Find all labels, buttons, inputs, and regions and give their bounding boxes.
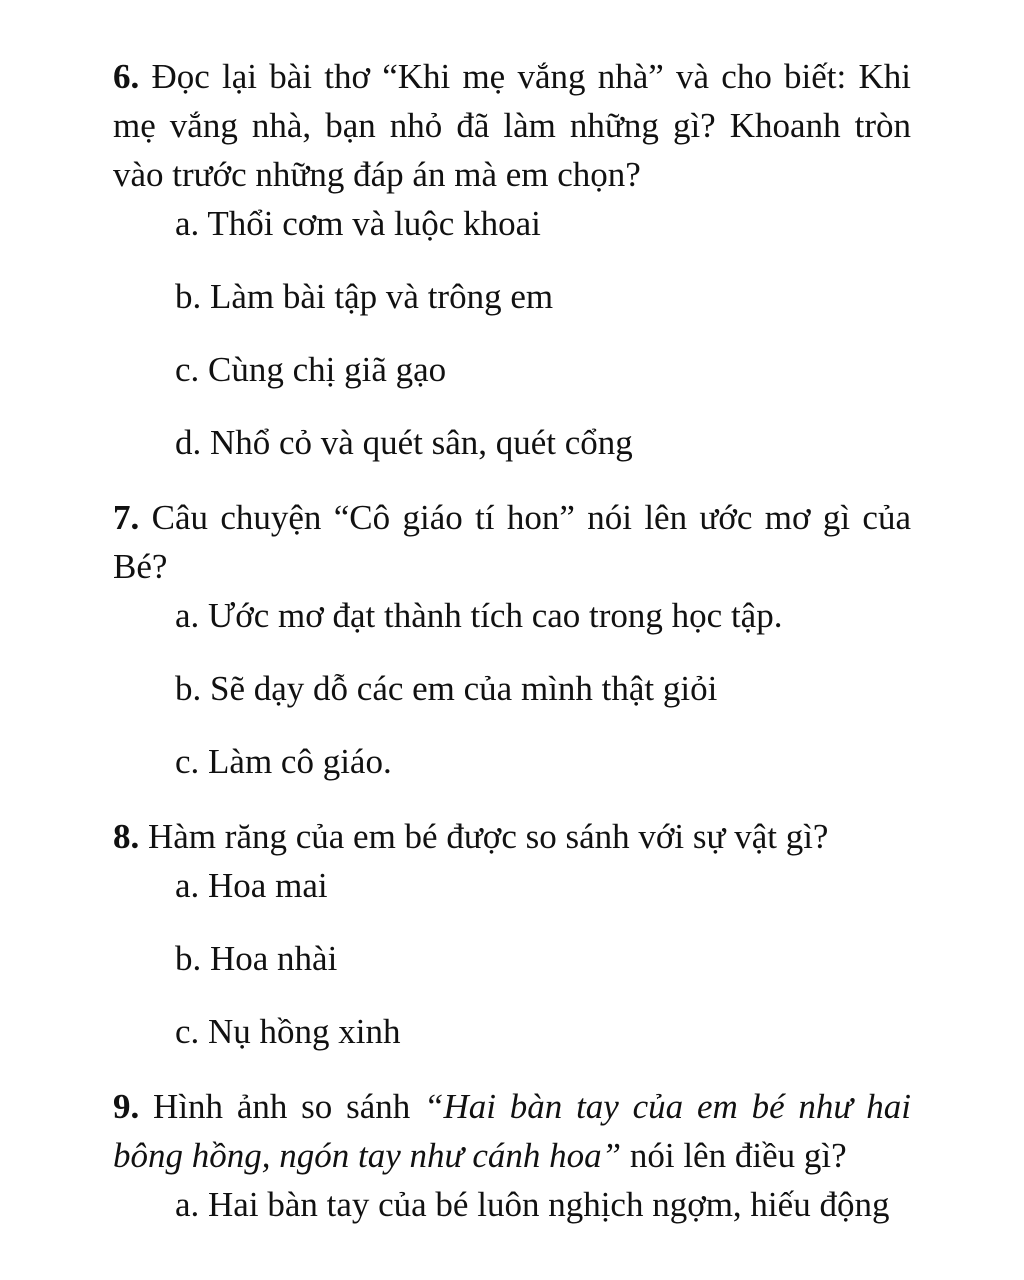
question-8-options (113, 861, 911, 1056)
question-6-options (113, 199, 911, 467)
question-7-stem (113, 493, 911, 591)
worksheet-page (113, 52, 911, 1239)
question-8 (113, 812, 911, 1056)
question-6-option-d: d. Nhổ cỏ và quét sân, quét cổng (175, 423, 633, 462)
question-9-option-a: a. Hai bàn tay của bé luôn nghịch ngợm, hiếu động (175, 1185, 890, 1224)
question-9-quote: “Hai bàn tay của em bé như hai bông hồng, ngón tay như cánh hoa” (113, 1087, 911, 1175)
question-6 (113, 52, 911, 467)
question-6-option-c: c. Cùng chị giã gạo (175, 350, 447, 389)
question-8-option-a: a. Hoa mai (175, 866, 328, 905)
question-9-text-after: nói lên điều gì? (621, 1136, 847, 1175)
question-6-option-a: a. Thổi cơm và luộc khoai (175, 204, 541, 243)
question-8-option-b: b. Hoa nhài (175, 939, 338, 978)
question-9 (113, 1082, 911, 1229)
question-7 (113, 493, 911, 786)
question-6-text: Đọc lại bài thơ “Khi mẹ vắng nhà” và cho biết: Khi mẹ vắng nhà, bạn nhỏ đã làm những gì? Khoanh tròn vào trước những đáp án mà em chọn? (113, 57, 911, 194)
question-8-option-c: c. Nụ hồng xinh (175, 1012, 401, 1051)
question-7-options (113, 591, 911, 786)
question-7-text: Câu chuyện “Cô giáo tí hon” nói lên ước mơ gì của Bé? (113, 498, 911, 586)
question-7-option-c: c. Làm cô giáo. (175, 742, 392, 781)
question-6-stem (113, 52, 911, 199)
question-9-text-before: Hình ảnh so sánh (139, 1087, 425, 1126)
question-9-number: 9. (113, 1087, 140, 1126)
question-8-number: 8. (113, 817, 140, 856)
question-9-options (113, 1180, 911, 1229)
question-9-stem (113, 1082, 911, 1180)
question-7-number: 7. (113, 498, 140, 537)
question-6-number: 6. (113, 57, 140, 96)
question-7-option-b: b. Sẽ dạy dỗ các em của mình thật giỏi (175, 669, 718, 708)
question-7-option-a: a. Ước mơ đạt thành tích cao trong học tập. (175, 596, 783, 635)
question-6-option-b: b. Làm bài tập và trông em (175, 277, 554, 316)
question-8-stem (113, 812, 911, 861)
question-8-text: Hàm răng của em bé được so sánh với sự vật gì? (139, 817, 829, 856)
